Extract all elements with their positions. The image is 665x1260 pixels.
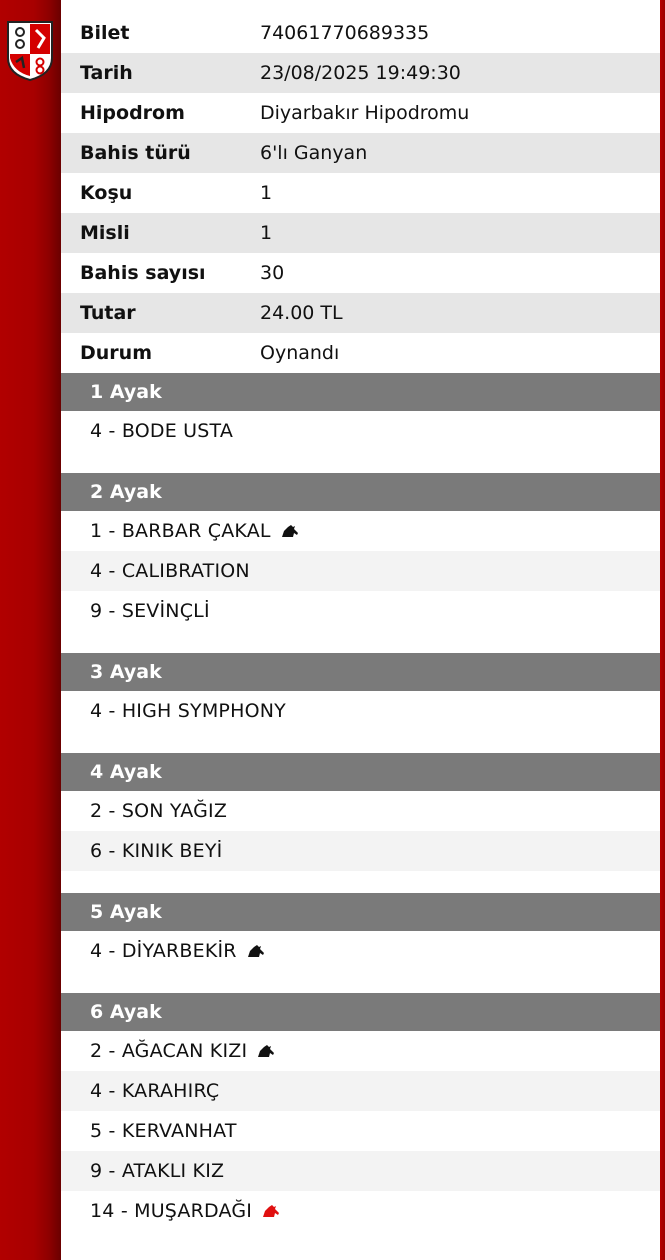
club-logo-icon	[6, 18, 54, 82]
info-label: Misli	[80, 222, 130, 244]
info-value: 6'lı Ganyan	[260, 142, 368, 164]
horse-name: 9 - SEVİNÇLİ	[90, 600, 210, 622]
horse-name: 2 - SON YAĞIZ	[90, 800, 228, 822]
horse-row	[61, 551, 660, 591]
leg-header: 3 Ayak	[61, 653, 660, 691]
leg-header: 5 Ayak	[61, 893, 660, 931]
horse-name: 1 - BARBAR ÇAKAL	[90, 520, 271, 542]
info-row	[61, 133, 660, 173]
leg-header: 2 Ayak	[61, 473, 660, 511]
horse-row	[61, 1071, 660, 1111]
info-value: Diyarbakır Hipodromu	[260, 102, 470, 124]
info-label: Bahis türü	[80, 142, 191, 164]
horse-row	[61, 591, 660, 631]
info-label: Hipodrom	[80, 102, 185, 124]
horse-name: 14 - MUŞARDAĞI	[90, 1200, 253, 1222]
legs-list	[61, 373, 660, 1253]
horse-row	[61, 791, 660, 831]
horse-row	[61, 831, 660, 871]
left-side-band	[0, 0, 61, 1260]
info-label: Koşu	[80, 182, 133, 204]
info-label: Tutar	[80, 302, 136, 324]
info-row	[61, 333, 660, 373]
info-row	[61, 293, 660, 333]
leg-header: 4 Ayak	[61, 753, 660, 791]
horse-row	[61, 1151, 660, 1191]
leg-horses	[61, 1031, 660, 1253]
black-horse-icon	[247, 944, 265, 958]
info-row	[61, 213, 660, 253]
info-row	[61, 173, 660, 213]
info-row	[61, 93, 660, 133]
info-label: Bahis sayısı	[80, 262, 206, 284]
leg-horses	[61, 411, 660, 473]
black-horse-icon	[281, 524, 299, 538]
info-row	[61, 13, 660, 53]
horse-name: 4 - KARAHIRÇ	[90, 1080, 220, 1102]
info-value: 1	[260, 182, 273, 204]
leg-horses	[61, 931, 660, 993]
horse-row	[61, 1191, 660, 1231]
horse-name: 5 - KERVANHAT	[90, 1120, 237, 1142]
horse-row	[61, 1031, 660, 1071]
horse-name: 4 - DİYARBEKİR	[90, 940, 237, 962]
horse-row	[61, 691, 660, 731]
horse-row	[61, 931, 660, 971]
info-row	[61, 53, 660, 93]
info-row	[61, 253, 660, 293]
leg-header: 1 Ayak	[61, 373, 660, 411]
horse-name: 4 - HIGH SYMPHONY	[90, 700, 286, 722]
info-value: 24.00 TL	[260, 302, 343, 324]
horse-name: 6 - KINIK BEYİ	[90, 840, 223, 862]
horse-row	[61, 511, 660, 551]
horse-name: 2 - AĞACAN KIZI	[90, 1040, 248, 1062]
horse-row	[61, 1111, 660, 1151]
leg-horses	[61, 791, 660, 893]
horse-name: 4 - CALIBRATION	[90, 560, 250, 582]
leg-header: 6 Ayak	[61, 993, 660, 1031]
right-side-band	[660, 0, 665, 1260]
leg-horses	[61, 511, 660, 653]
black-horse-icon	[257, 1044, 275, 1058]
info-value: 74061770689335	[260, 22, 430, 44]
info-value: 23/08/2025 19:49:30	[260, 62, 461, 84]
info-value: Oynandı	[260, 342, 340, 364]
horse-row	[61, 411, 660, 451]
horse-name: 9 - ATAKLI KIZ	[90, 1160, 225, 1182]
info-label: Durum	[80, 342, 152, 364]
info-value: 30	[260, 262, 285, 284]
leg-horses	[61, 691, 660, 753]
ticket-info-table	[61, 13, 660, 373]
info-value: 1	[260, 222, 273, 244]
info-label: Tarih	[80, 62, 133, 84]
ticket-detail	[61, 13, 660, 1253]
red-horse-icon	[262, 1204, 280, 1218]
horse-name: 4 - BODE USTA	[90, 420, 234, 442]
info-label: Bilet	[80, 22, 130, 44]
